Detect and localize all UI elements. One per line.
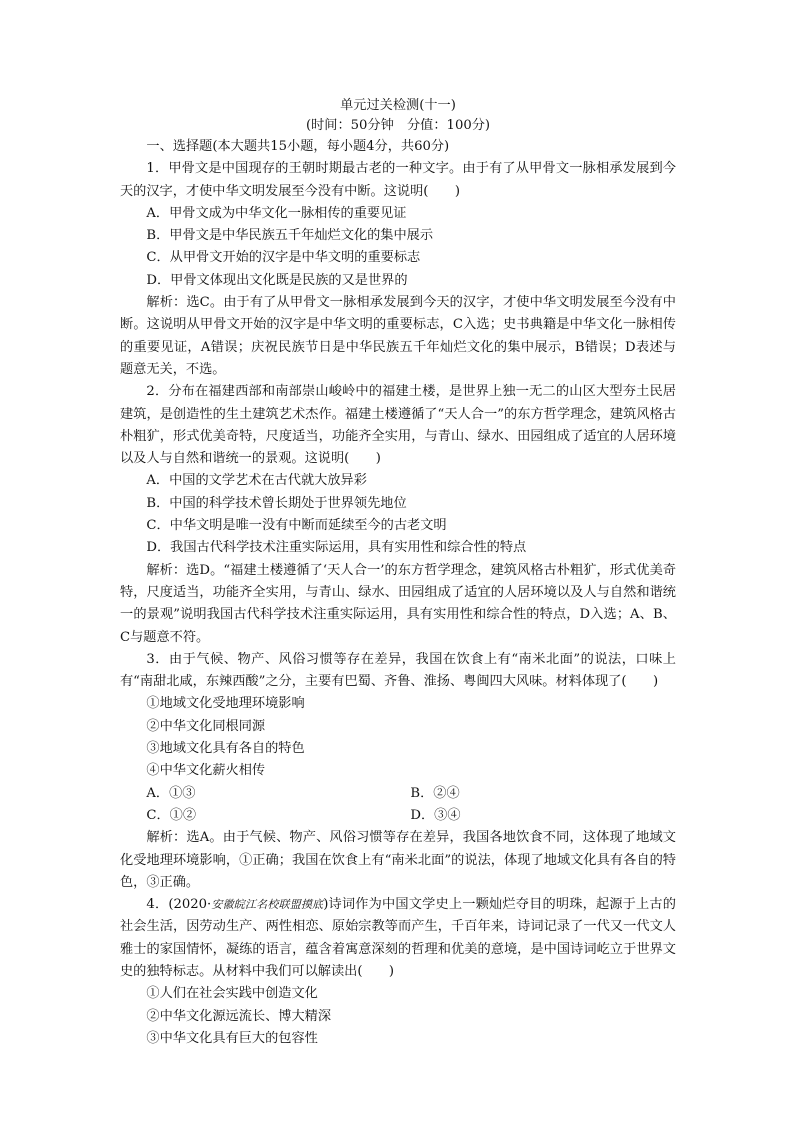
option-c: C．中华文明是唯一没有中断而延续至今的古老文明 [146, 518, 447, 534]
choice-c: C．①② [146, 807, 197, 823]
choice-b: B．②④ [410, 785, 460, 801]
choice-row [120, 783, 676, 805]
analysis-text: 选D。“福建土楼遵循了‘天人合一’的东方哲学理念，建筑风格古朴粗犷，形式优美奇特，尺度适当，功能齐全实用，与青山、绿水、田园组成了适宜的人居环境以及人与自然和谐统一的景观”说明我国古代科学技术注重实际运用，具有实用性和综合性的特点，D入选；A、B、C与题意不符。 [120, 562, 677, 645]
option-a: A．中国的文学艺术在古代就大放异彩 [146, 473, 367, 489]
page-subtitle: (时间：50分钟 分值：100分) [305, 118, 491, 133]
analysis-label: 解析： [146, 562, 187, 578]
question-stem [120, 894, 676, 983]
page-title: 单元过关检测(十一) [340, 98, 456, 113]
choice-a: A．①③ [146, 785, 196, 801]
question-2 [120, 381, 676, 649]
question-number: 4．(2020· [146, 897, 212, 913]
question-4 [120, 894, 676, 1050]
option-a: A．甲骨文成为中华文化一脉相传的重要见证 [146, 205, 407, 221]
section-heading: 一、选择题(本大题共15小题，每小题4分，共60分) [146, 139, 450, 154]
option-c: C．从甲骨文开始的汉字是中华文明的重要标志 [146, 250, 421, 266]
option-b: B．中国的科学技术曾长期处于世界领先地位 [146, 495, 407, 511]
statement-1: ①地域文化受地理环境影响 [146, 696, 305, 712]
choice-row [120, 805, 676, 827]
statement-1: ①人们在社会实践中创造文化 [146, 986, 318, 1002]
analysis-text: 选A。由于气候、物产、风俗习惯等存在差异，我国各地饮食不同，这体现了地域文化受地理环境影响，①正确；我国在饮食上有“南米北面”的说法，体现了地域文化具有各自的特色，③正确。 [120, 830, 676, 890]
choice-d: D．③④ [410, 807, 461, 823]
statement-3: ③地域文化具有各自的特色 [146, 741, 305, 757]
analysis-label: 解析： [146, 295, 187, 311]
analysis [120, 560, 676, 649]
question-3 [120, 649, 676, 894]
question-text: )诗词作为中国文学史上一颗灿烂夺目的明珠，起源于上古的社会生活，因劳动生产、两性相恋、原始宗教等而产生，千百年来，诗词记录了一代又一代文人雅士的家国情怀，凝练的语言，蕴含着寓意深刻的哲理和优美的意境，是中国诗词屹立于世界文史的独特标志。从材料中我们可以解读出( ) [120, 897, 676, 979]
statement-4: ④中华文化薪火相传 [146, 763, 266, 779]
statement-2: ②中华文化源远流长、博大精深 [146, 1008, 332, 1024]
analysis-text: 选C。由于有了从甲骨文一脉相承发展到今天的汉字，才使中华文明发展至今没有中断。这说明从甲骨文开始的汉字是中华文明的重要标志，C入选；史书典籍是中华文化一脉相传的重要见证，A错误；庆祝民族节日是中华民族五千年灿烂文化的集中展示，B错误；D表述与题意无关，不选。 [120, 295, 676, 377]
question-stem: 1．甲骨文是中国现存的王朝时期最古老的一种文字。由于有了从甲骨文一脉相承发展到今天的汉字，才使中华文明发展至今没有中断。这说明( ) [120, 161, 676, 199]
question-source: 安徽皖江名校联盟摸底 [211, 898, 324, 912]
analysis-label: 解析： [146, 830, 187, 846]
worksheet-page [120, 96, 676, 1050]
analysis [120, 827, 676, 894]
analysis [120, 292, 676, 381]
question-1 [120, 158, 676, 381]
question-stem: 3．由于气候、物产、风俗习惯等存在差异，我国在饮食上有“南米北面”的说法，口味上有“南甜北咸，东辣西酸”之分，主要有巴蜀、齐鲁、淮扬、粤闽四大风味。材料体现了( ) [120, 651, 676, 690]
option-d: D．我国古代科学技术注重实际运用，具有实用性和综合性的特点 [146, 540, 527, 556]
statement-3: ③中华文化具有巨大的包容性 [146, 1030, 318, 1046]
option-d: D．甲骨文体现出文化既是民族的又是世界的 [146, 272, 408, 288]
question-stem: 2．分布在福建西部和南部崇山峻岭中的福建土楼，是世界上独一无二的山区大型夯土民居建筑，是创造性的生土建筑艺术杰作。福建土楼遵循了“天人合一”的东方哲学理念，建筑风格古朴粗犷，形式优美奇特，尺度适当，功能齐全实用，与青山、绿水、田园组成了适宜的人居环境以及人与自然和谐统一的景观。这说明( ) [120, 384, 676, 467]
option-b: B．甲骨文是中华民族五千年灿烂文化的集中展示 [146, 228, 434, 244]
statement-2: ②中华文化同根同源 [146, 718, 266, 734]
